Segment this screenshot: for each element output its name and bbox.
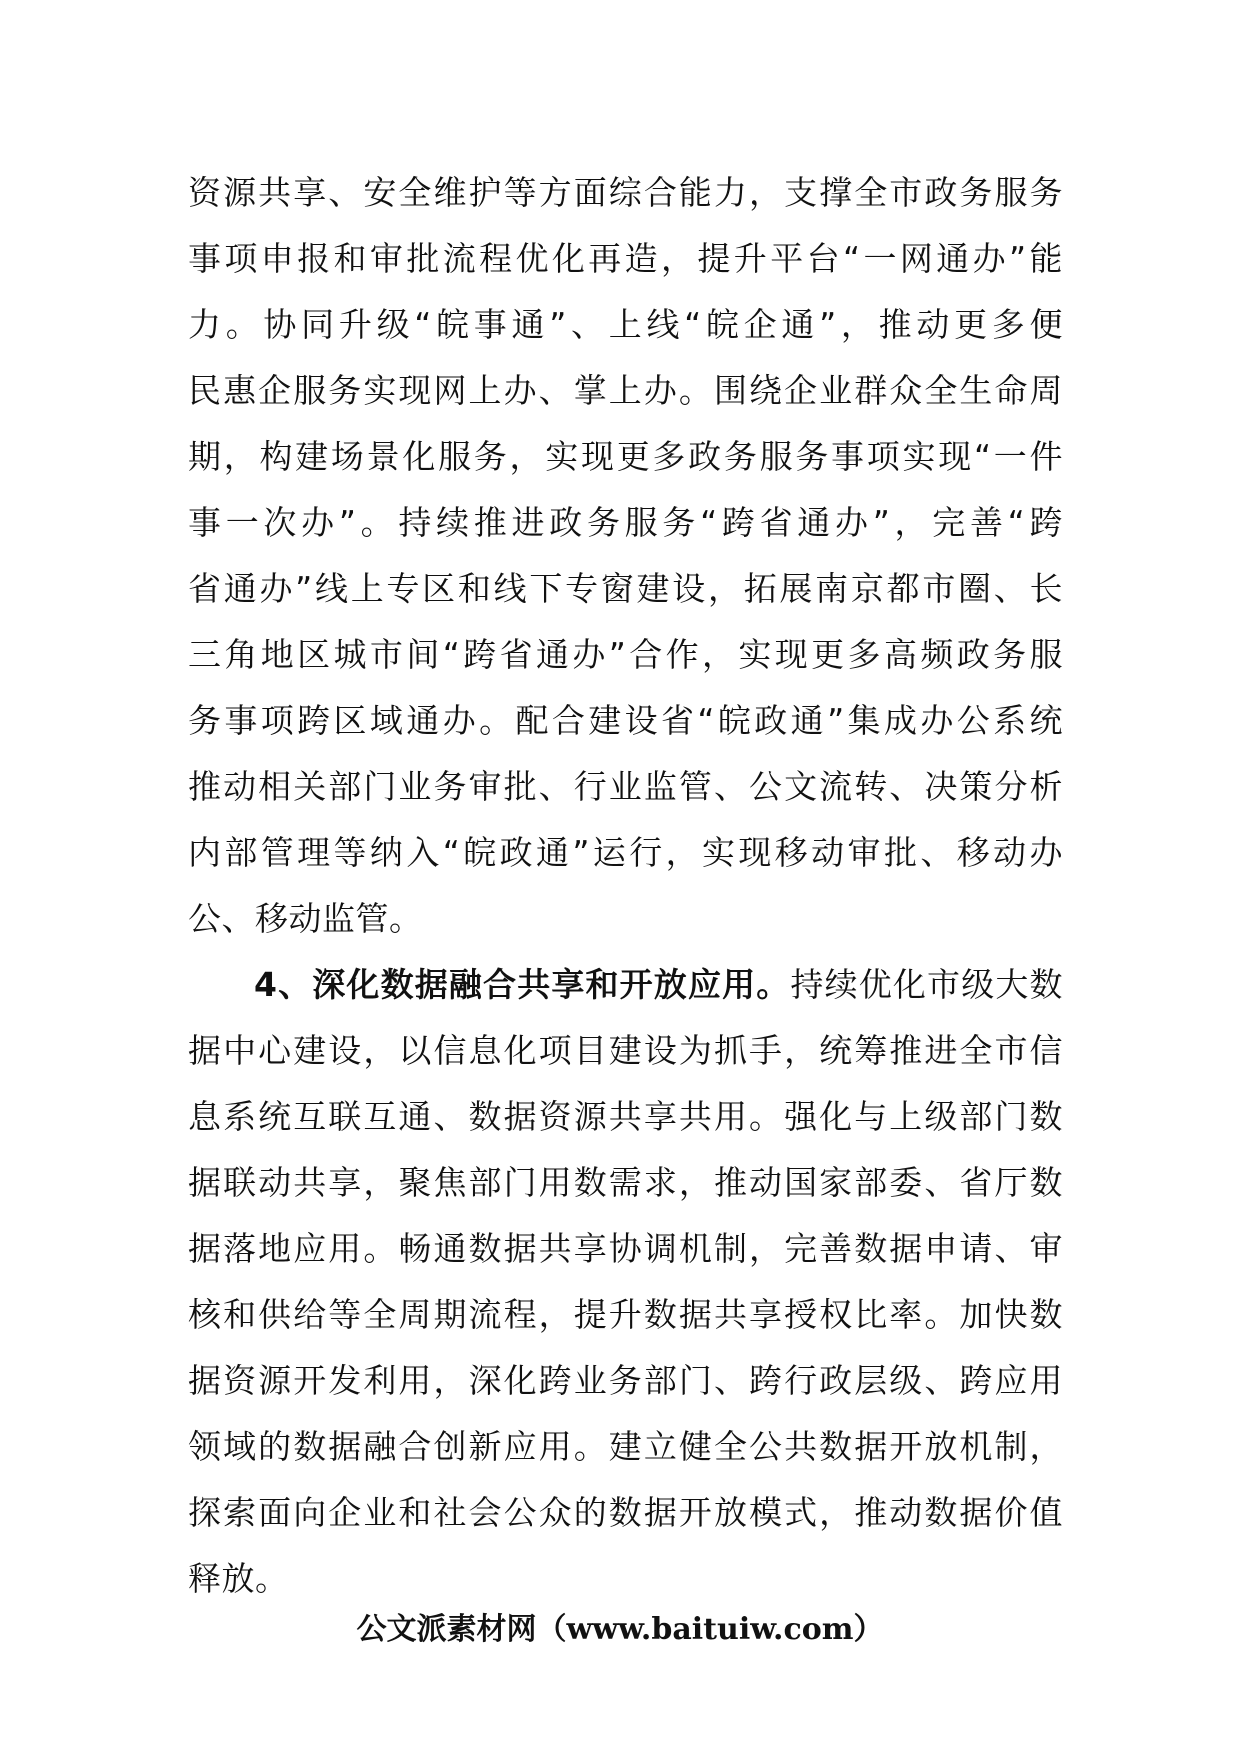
paragraph-1-line-7: 省通办”线上专区和线下专窗建设，拓展南京都市圈、长 [188, 569, 1063, 608]
paragraph-2-line-8: 领域的数据融合创新应用。建立健全公共数据开放机制， [188, 1427, 1063, 1466]
paragraph-2-line-7: 据资源开发利用，深化跨业务部门、跨行政层级、跨应用 [188, 1361, 1063, 1400]
paragraph-2-line-2: 据中心建设，以信息化项目建设为抓手，统筹推进全市信 [188, 1031, 1063, 1070]
footer-source-link: 公文派素材网（www.baituiw.com） [356, 1612, 884, 1647]
paragraph-2-line-10: 释放。 [188, 1559, 289, 1598]
paragraph-1-line-10: 推动相关部门业务审批、行业监管、公文流转、决策分析 [188, 767, 1063, 806]
paragraph-1-line-9: 务事项跨区域通办。配合建设省“皖政通”集成办公系统 [188, 701, 1063, 740]
section-heading: 4、深化数据融合共享和开放应用。 [254, 965, 791, 1004]
paragraph-1-line-6: 事一次办”。持续推进政务服务“跨省通办”，完善“跨 [188, 503, 1063, 542]
paragraph-2-line-4: 据联动共享，聚焦部门用数需求，推动国家部委、省厅数 [188, 1163, 1063, 1202]
paragraph-1-line-1: 资源共享、安全维护等方面综合能力，支撑全市政务服务 [188, 173, 1063, 212]
paragraph-2-line-1 [188, 952, 1063, 1018]
paragraph-1-line-2: 事项申报和审批流程优化再造，提升平台“一网通办”能 [188, 239, 1063, 278]
paragraph-1-line-4: 民惠企服务实现网上办、掌上办。围绕企业群众全生命周 [188, 371, 1063, 410]
paragraph-1-line-3: 力。协同升级“皖事通”、上线“皖企通”，推动更多便 [188, 305, 1063, 344]
paragraph-1-line-11: 内部管理等纳入“皖政通”运行，实现移动审批、移动办 [188, 833, 1063, 872]
body-text [188, 160, 1063, 1612]
paragraph-1-line-8: 三角地区城市间“跨省通办”合作，实现更多高频政务服 [188, 635, 1063, 674]
paragraph-2-first-line-text: 持续优化市级大数 [790, 965, 1063, 1004]
paragraph-2-line-5: 据落地应用。畅通数据共享协调机制，完善数据申请、审 [188, 1229, 1063, 1268]
paragraph-1-line-12: 公、移动监管。 [188, 899, 423, 938]
paragraph-1-line-5: 期，构建场景化服务，实现更多政务服务事项实现“一件 [188, 437, 1063, 476]
paragraph-2-line-9: 探索面向企业和社会公众的数据开放模式，推动数据价值 [188, 1493, 1063, 1532]
paragraph-2-line-6: 核和供给等全周期流程，提升数据共享授权比率。加快数 [188, 1295, 1063, 1334]
paragraph-2-line-3: 息系统互联互通、数据资源共享共用。强化与上级部门数 [188, 1097, 1063, 1136]
